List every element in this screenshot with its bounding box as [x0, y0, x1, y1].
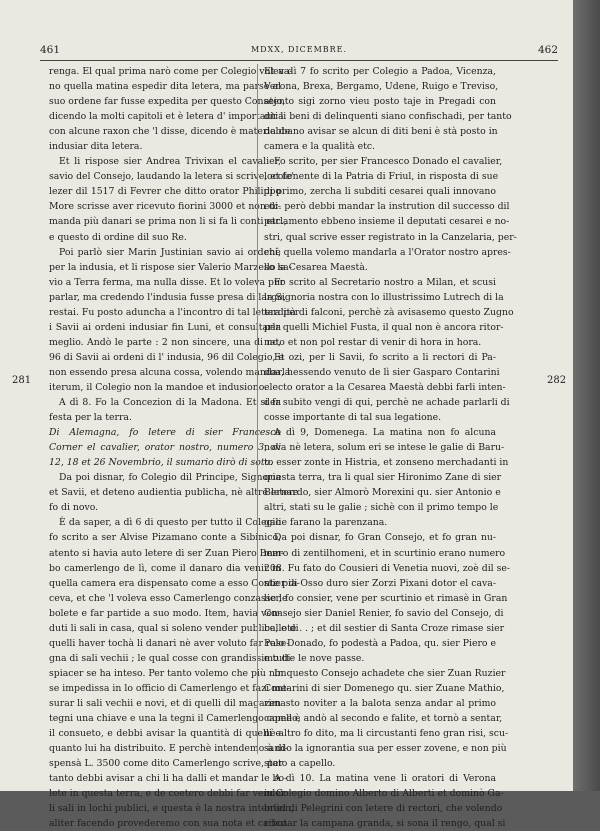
text-line: È da saper, a dì 6 di questo per tutto il Colegio: [59, 517, 281, 529]
text-line: Bernardo, sier Almorò Morexini qu. sier Antonio e: [264, 487, 501, 499]
text-line: i Savii ai ordeni indusiar fin Luni, et consultarla: [49, 321, 281, 333]
running-head-title: MDXX, DICEMBRE.: [250, 45, 348, 54]
text-line: chè quella volemo mandarla a l'Orator nostro apres-: [264, 246, 511, 258]
text-line: briel di Pelegrini con letere di rectori, che volendo: [264, 803, 503, 815]
text-line: Fo scrito, per sier Francesco Donado el cavalier,: [274, 156, 503, 168]
text-line: 96 di Savii ai ordeni di l' indusia, 96 dil Colegio, e: [49, 351, 284, 363]
text-line: parlar, ma credendo l'indusia fusse presa di largo,: [49, 291, 286, 303]
text-line: A dì 8. Fo la Concezion di la Madona. Et si fa: [59, 397, 281, 409]
text-line: tegni una chiave e una la tegni il Camerlengo come è: [49, 713, 301, 725]
text-line: A dì 9, Domenega. La matina non fo alcuna: [274, 427, 496, 439]
text-line: altri, stati su le galie ; sichè con il primo tempo le: [264, 502, 499, 514]
column-divider: [257, 64, 258, 754]
margin-number-left: 281: [12, 375, 32, 386]
text-line: bo camerlengo de lì, come il danaro dia venir in: [49, 562, 281, 574]
text-line: ballote . . ; et dil sestier di Santa Croze rimase sier: [264, 622, 505, 634]
header-rule: [40, 60, 558, 61]
text-line: In questo Consejo achadete che sier Zuan Ruzier: [274, 667, 506, 679]
text-line: et Savii, et deteno audientia publicha, nè altre letere: [49, 487, 299, 499]
text-line: duti li sali in casa, qual si soleno vender publice, e di: [49, 622, 299, 634]
text-line: lezer dil 1517 di Fevrer che ditto orator Philippo: [49, 186, 281, 198]
text-line: quella camera era dispensato come a esso Conte pia-: [49, 577, 300, 589]
running-header: [40, 44, 558, 58]
text-line: questa terra, tra li qual sier Hironimo Zane di sier: [264, 472, 502, 484]
text-line: Da poi disnar, fo Gran Consejo, et fo gran nu-: [274, 532, 496, 544]
text-line: il consueto, e debbi avisar la quantità di quelli e: [49, 728, 281, 740]
text-line: iterum, il Colegio non la mandoe et indusiono.: [49, 381, 268, 393]
text-line: sando la ignorantia sua per esser zovene, e non più: [264, 743, 507, 755]
text-line: Contarini di sier Domenego qu. sier Zuane Mathio,: [264, 682, 505, 694]
text-line: atento si havia auto letere di ser Zuan Piero Bem-: [49, 547, 284, 559]
text-line: Polo Donado, fo podestà a Padoa, qu. sier Piero e: [264, 637, 496, 649]
text-line: fo di novo.: [49, 502, 99, 514]
text-line: Et ozi, per li Savii, fo scrito a li rectori di Pa-: [274, 351, 496, 363]
text-line: festa per la terra.: [49, 412, 132, 424]
text-line: doa, hessendo venuto de lì sier Gasparo Contarini: [264, 366, 500, 378]
text-line: stato a capello.: [264, 758, 336, 770]
text-line: ceva, et che 'l voleva esso Camerlengo conzasse le: [49, 592, 288, 604]
text-line: la Signoria nostra con lo illustrissimo Lutrech di la: [264, 291, 504, 303]
text-line: to esser zonte in Histria, et zonseno merchadanti in: [264, 457, 509, 469]
text-line: li sali in lochi publici, e questa è la nostra intention,: [49, 803, 294, 815]
text-line: bolete e far partide a suo modo. Item, havia ven-: [49, 607, 281, 619]
text-line: Et a dì 7 fo scrito per Colegio a Padoa, Vicenza,: [264, 66, 496, 77]
text-line: non essendo presa alcuna cossa, volendo mandarla: [49, 366, 291, 378]
text-line: di primo, zercha li subditi cesarei quali innovano: [264, 186, 496, 198]
text-line: dicendo la molti capitoli et è letera d' importantia: [49, 111, 284, 123]
text-line: se impedissa in lo officio di Camerlengo et fazi me-: [49, 682, 290, 694]
page-number-right: 462: [537, 44, 558, 56]
text-line: indusiar dita letera.: [49, 141, 143, 153]
text-line: Verona, Brexa, Bergamo, Udene, Ruigo e Treviso,: [264, 81, 499, 93]
text-line: capello, andò al secondo e falite, et tornò a sentar,: [264, 713, 503, 725]
text-line: lier, fo consier, vene per scurtinio et rimasè in Gran: [264, 592, 508, 604]
text-line: Da poi disnar, fo Colegio dil Principe, Signoria: [59, 472, 281, 484]
text-line: electo orator a la Cesarea Maestà debbi farli inten-: [264, 381, 506, 393]
text-line: spiacer se ha inteso. Per tanto volemo che più non: [49, 667, 287, 679]
text-line: vio a Terra ferma, ma nulla disse. Et lo voleva pur: [49, 276, 285, 288]
text-line: Poi parlò sier Marin Justinian savio ai ordeni,: [59, 246, 281, 258]
text-line: spensà L. 3500 come dito Camerlengo scrive, per: [49, 758, 283, 770]
text-line: surar li sali vechii e novi, et di quelli dil magazen: [49, 697, 281, 709]
text-line: A dì 10. La matina vene li oratori di Verona: [274, 773, 496, 785]
text-line: manda più danari se prima non li si fa li conti etc.,: [49, 216, 287, 228]
text-line: fo scrito a ser Alvise Pizamano conte a Sibinico,: [49, 532, 281, 544]
text-line: Et li rispose sier Andrea Trivixan el cavalier,: [59, 156, 281, 168]
text-line: so la Cesarea Maestà.: [264, 261, 368, 273]
text-line: nova nè letera, solum eri se intese le galie di Baru-: [264, 442, 505, 454]
right-column: [264, 64, 517, 831]
text-line: galie farano la parenzana.: [264, 517, 388, 529]
text-line: ributar la campana granda, si sona il rengo, qual si: [264, 818, 506, 830]
margin-number-right: 282: [547, 375, 567, 386]
text-line: 208. Fu fato do Cousieri di Venetia nuovi, zoè dil se-: [264, 562, 511, 574]
text-line: suo ordene far fusse expedita per questo Consejo,: [49, 96, 286, 108]
text-line: Di Alemagna, fo letere di sier Francesco: [49, 427, 281, 439]
text-line: etc. però debbi mandar la instrution dil successo dil: [264, 201, 510, 213]
text-line: rimasto noviter a la balota senza andar al primo: [264, 697, 496, 709]
text-line: tanto debbi avisar a chi li ha dalli et mandar le bo-: [49, 773, 288, 785]
text-line: parlamento ebbeno insieme il deputati cesarei e no-: [264, 216, 510, 228]
text-line: der subito vengi di qui, perchè ne achade parlarli di: [264, 397, 510, 409]
text-line: meglio. Andò le parte : 2 non sincere, una di no,: [49, 336, 281, 348]
text-line: debbano avisar se alcun di diti beni è stà posto in: [264, 126, 498, 138]
text-line: per la indusia, et li rispose sier Valerio Marzello sa-: [49, 261, 292, 273]
text-line: renga. El qual prima narò come per Colegio voleva-: [49, 66, 293, 77]
text-line: cosse importante di tal sua legatione.: [264, 412, 442, 424]
text-line: aliter facendo provederemo con sua nota et carico.: [49, 818, 290, 830]
text-line: stri, qual scrive esser registrato in la Canzelaria, per-: [264, 231, 517, 243]
text-line: Corner el cavalier, orator nostro, numero 3, di: [49, 442, 281, 454]
text-line: More scrisse aver ricevuto fiorini 3000 et non di-: [49, 201, 281, 213]
text-line: Fo scrito al Secretario nostro a Milan, et scusi: [274, 276, 496, 288]
text-line: e questo di ordine dil suo Re.: [49, 231, 187, 243]
text-line: gna di sali vechii ; le qual cosse con grandissimo di-: [49, 652, 294, 664]
text-line: stier di Osso duro sier Zorzi Pixani dotor el cava-: [264, 577, 496, 589]
text-line: restai. Fu posto aduncha a l'incontro di tal letera per: [49, 306, 300, 318]
page-edge: [573, 0, 600, 791]
text-line: 12, 18 et 26 Novembrio, il sumario dirò di soto.: [49, 457, 273, 469]
text-line: lete in questa terra, e de coetero debbi far vender: [49, 788, 286, 800]
text-line: locotenente di la Patria di Friul, in risposta di sue: [264, 171, 499, 183]
text-line: no quella matina espedir dita letera, ma parse al: [49, 81, 281, 93]
text-line: quanto lui ha distribuito. E perchè intendemo à di-: [49, 743, 288, 755]
text-line: savio del Consejo, laudando la letera si scrive, et fe': [49, 171, 294, 183]
text-line: quelli haver tochà li danari nè aver voluto far rase-: [49, 637, 290, 649]
text-line: nè altro fo dito, ma li circustanti feno gran risi, scu-: [264, 728, 509, 740]
text-line: nato et non pol restar di venir di hora in hora.: [264, 336, 482, 348]
text-line: Consejo sier Daniel Renier, fo savio del Consejo, di: [264, 607, 504, 619]
text-line: per quelli Michiel Fusta, il qual non è ancora ritor-: [264, 321, 504, 333]
text-line: e tutte le nove passe.: [264, 652, 365, 664]
text-line: con alcune raxon che 'l disse, dicendo è materia de: [49, 126, 291, 138]
page-number-left: 461: [40, 44, 61, 56]
text-line: mero di zentilhomeni, et in scurtinio erano numero: [264, 547, 506, 559]
text-line: dir li beni di delinquenti siano confischadi, per tanto: [264, 111, 512, 123]
text-line: camera e la qualità etc.: [264, 141, 375, 153]
text-line: atento sigi zorno vieu posto taje in Pregadi con: [264, 96, 496, 108]
text-line: in Colegio domino Alberto di Alberti et dominò Ga-: [264, 788, 504, 800]
text-line: tardità di falconi, perchè zà avisasemo questo Zugno: [264, 306, 514, 318]
